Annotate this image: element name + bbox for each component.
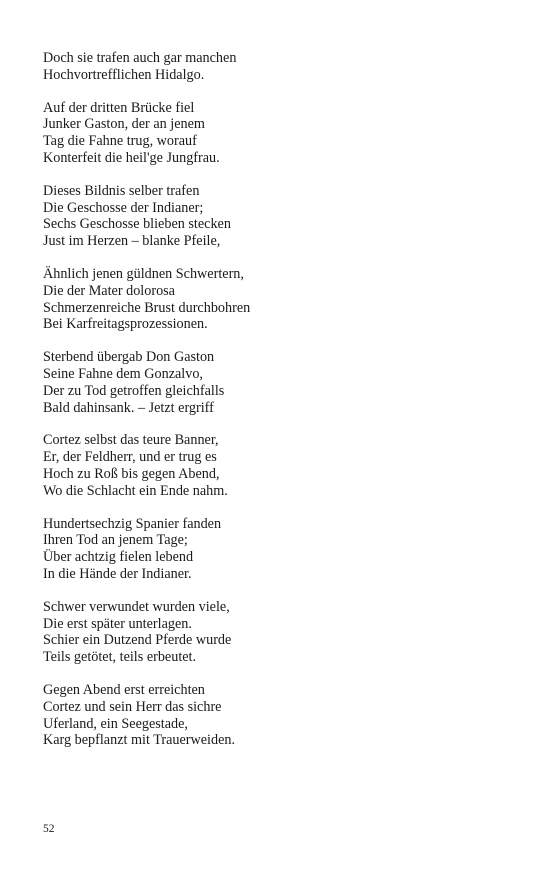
- stanza-3: [43, 183, 503, 250]
- poem-line: Wo die Schlacht ein Ende nahm.: [43, 482, 228, 499]
- poem-line: Dieses Bildnis selber trafen: [43, 182, 200, 199]
- poem-line: Die erst später unterlagen.: [43, 615, 192, 632]
- poem-line: Teils getötet, teils erbeutet.: [43, 649, 197, 666]
- poem-text: [43, 50, 503, 765]
- stanza-2: [43, 100, 503, 167]
- poem-line: Bald dahinsank. – Jetzt ergriff: [43, 399, 214, 416]
- poem-line: Just im Herzen – blanke Pfeile,: [43, 233, 221, 250]
- poem-line: Hoch zu Roß bis gegen Abend,: [43, 465, 220, 482]
- poem-line: Ihren Tod an jenem Tage;: [43, 532, 188, 549]
- poem-line: Cortez und sein Herr das sichre: [43, 698, 222, 715]
- poem-line: Seine Fahne dem Gonzalvo,: [43, 365, 203, 382]
- poem-line: Uferland, ein Seegestade,: [43, 715, 188, 732]
- poem-line: Die der Mater dolorosa: [43, 282, 175, 299]
- poem-line: Schier ein Dutzend Pferde wurde: [43, 632, 232, 649]
- poem-line: Tag die Fahne trug, worauf: [43, 133, 197, 150]
- poem-line: Über achtzig fielen lebend: [43, 549, 194, 566]
- poem-line: Cortez selbst das teure Banner,: [43, 432, 219, 449]
- poem-line: Konterfeit die heil'ge Jungfrau.: [43, 149, 220, 166]
- poem-line: Sechs Geschosse blieben stecken: [43, 216, 231, 233]
- stanza-9: [43, 682, 503, 749]
- poem-line: Bei Karfreitagsprozessionen.: [43, 316, 208, 333]
- stanza-7: [43, 516, 503, 583]
- poem-line: Ähnlich jenen güldnen Schwertern,: [43, 265, 244, 282]
- poem-line: Hochvortrefflichen Hidalgo.: [43, 66, 205, 83]
- stanza-5: [43, 349, 503, 416]
- poem-line: Sterbend übergab Don Gaston: [43, 349, 215, 366]
- poem-line: Doch sie trafen auch gar manchen: [43, 50, 237, 66]
- poem-line: Die Geschosse der Indianer;: [43, 199, 204, 216]
- poem-line: Karg bepflanzt mit Trauerweiden.: [43, 732, 236, 749]
- poem-line: Gegen Abend erst erreichten: [43, 681, 205, 698]
- page-number: 52: [43, 823, 55, 835]
- poem-line: Der zu Tod getroffen gleichfalls: [43, 382, 225, 399]
- poem-line: Auf der dritten Brücke fiel: [43, 99, 195, 116]
- poem-line: Schmerzenreiche Brust durchbohren: [43, 299, 251, 316]
- stanza-1: [43, 50, 503, 84]
- poem-line: In die Hände der Indianer.: [43, 565, 192, 582]
- poem-line: Junker Gaston, der an jenem: [43, 116, 205, 133]
- poem-line: Schwer verwundet wurden viele,: [43, 598, 230, 615]
- poem-line: Er, der Feldherr, und er trug es: [43, 449, 217, 466]
- poem-line: Hundertsechzig Spanier fanden: [43, 515, 222, 532]
- stanza-6: [43, 432, 503, 499]
- stanza-4: [43, 266, 503, 333]
- stanza-8: [43, 599, 503, 666]
